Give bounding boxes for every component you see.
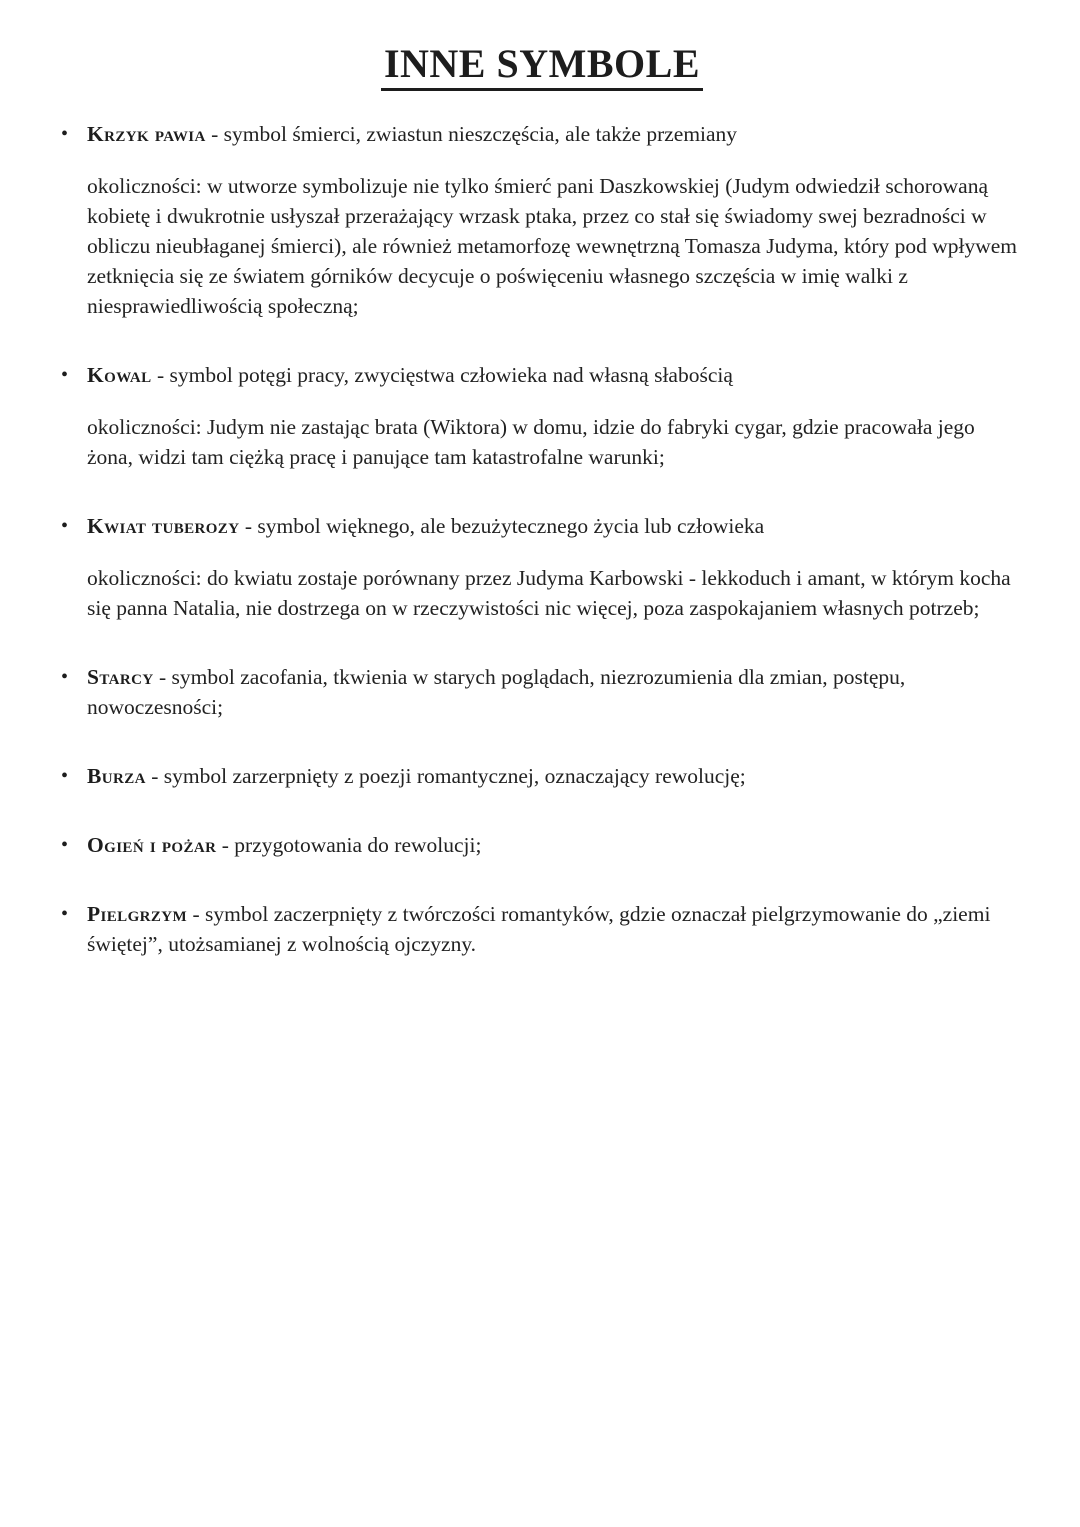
list-item-ogien-i-pozar [60,830,1024,860]
symbol-term: Pielgrzym [87,902,188,926]
page-title-text: INNE SYMBOLE [381,42,703,91]
term-separator: - [239,514,258,538]
list-item-starcy [60,662,1024,722]
symbol-definition: symbol zarzerpnięty z poezji romantycznej, oznaczający rewolucję; [163,764,746,788]
symbol-lead [87,830,1024,860]
term-separator: - [153,665,172,689]
list-item-burza [60,761,1024,791]
symbol-definition: symbol potęgi pracy, zwycięstwa człowieka nad własną słabością [169,363,733,387]
symbol-term: Starcy [87,665,154,689]
term-separator: - [151,363,170,387]
term-separator: - [145,764,164,788]
list-item-body [87,662,1024,722]
bullet-icon: • [61,834,69,856]
symbol-term: Krzyk pawia [87,122,206,146]
term-separator: - [187,902,205,926]
symbol-term: Kwiat tuberozy [87,514,240,538]
page-title [60,42,1024,91]
term-separator: - [205,122,224,146]
symbol-details: okoliczności: do kwiatu zostaje porównany przez Judyma Karbowski - lekkoduch i amant, w którym kocha się panna Natalia, nie dostrzega on w rzeczywistości nic więcej, poza zaspokajaniem własnych potrzeb; [87,566,1011,620]
list-item-body [87,511,1024,623]
symbol-definition: przygotowania do rewolucji; [234,833,482,857]
list-item-body [87,761,1024,791]
symbol-definition: symbol zaczerpnięty z twórczości romantyków, gdzie oznaczał pielgrzymowanie do „ziemi świętej”, utożsamianej z wolnością ojczyzny. [87,902,991,956]
list-item-body [87,119,1024,321]
symbol-term: Kowal [87,363,152,387]
list-item-kowal [60,360,1024,472]
list-item-body [87,360,1024,472]
symbol-lead [87,360,1024,390]
bullet-icon: • [61,123,69,145]
symbol-lead [87,761,1024,791]
bullet-icon: • [61,364,69,386]
symbol-lead [87,899,1024,959]
symbol-term: Ogień i pożar [87,833,217,857]
symbol-details: okoliczności: Judym nie zastając brata (Wiktora) w domu, idzie do fabryki cygar, gdzie pracowała jego żona, widzi tam ciężką pracę i panujące tam katastrofalne warunki; [87,415,975,469]
symbol-term: Burza [87,764,146,788]
list-item-pielgrzym [60,899,1024,959]
symbol-lead [87,119,1024,149]
term-separator: - [216,833,235,857]
list-item-body [87,830,1024,860]
bullet-icon: • [61,765,69,787]
symbol-lead [87,662,1024,722]
bullet-icon: • [61,515,69,537]
symbol-list [60,119,1024,959]
symbol-details: okoliczności: w utworze symbolizuje nie tylko śmierć pani Daszkowskiej (Judym odwiedził schorowaną kobietę i dwukrotnie usłyszał przerażający wrzask ptaka, przez co stał się świadomy swej bezradności w obliczu nieubłaganej śmierci), ale również metamorfozę wewnętrzną Tomasza Judyma, który pod wpływem zetknięcia się ze światem górników decycuje o poświęceniu własnego szczęścia w imię walki z niesprawiedliwością społeczną; [87,174,1018,318]
list-item-krzyk-pawia [60,119,1024,321]
list-item-kwiat-tuberozy [60,511,1024,623]
symbol-lead [87,511,1024,541]
symbol-definition: symbol zacofania, tkwienia w starych poglądach, niezrozumienia dla zmian, postępu, nowoczesności; [87,665,906,719]
bullet-icon: • [61,666,69,688]
symbol-definition: symbol śmierci, zwiastun nieszczęścia, ale także przemiany [223,122,738,146]
list-item-body [87,899,1024,959]
symbol-definition: symbol więknego, ale bezużytecznego życia lub człowieka [257,514,765,538]
bullet-icon: • [61,903,69,925]
